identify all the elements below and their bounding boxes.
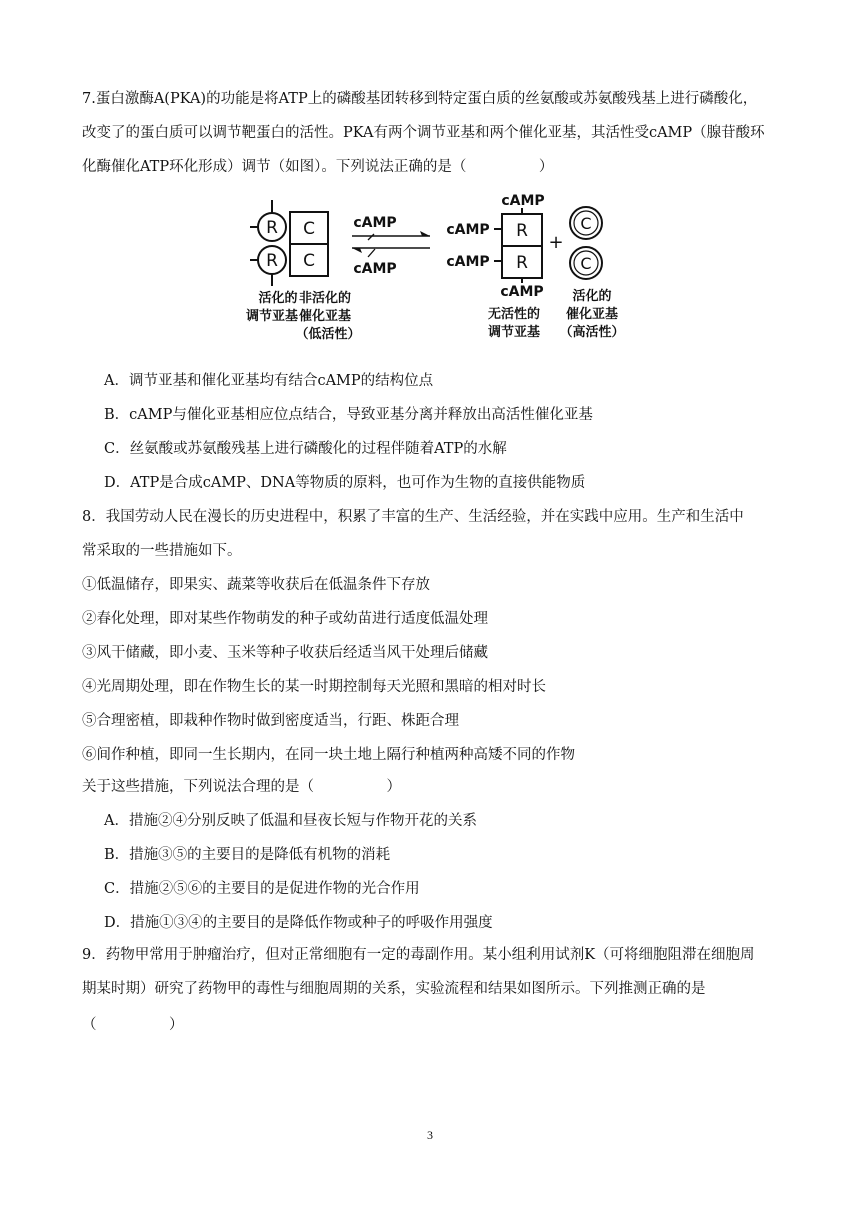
- q7-stem-line-1: 7.蛋白激酶A(PKA)的功能是将ATP上的磷酸基团转移到特定蛋白质的丝氨酸或苏氨酸残基上进行磷酸化，: [82, 91, 758, 107]
- camp-bottom-label: cAMP: [500, 284, 544, 300]
- q9-stem-line-2: 期某时期）研究了药物甲的毒性与细胞周期的关系，实验流程和结果如图所示。下列推测正确的是: [82, 981, 706, 997]
- q8-measure-3: ③风干储藏，即小麦、玉米等种子收获后经适当风干处理后储藏: [82, 645, 488, 661]
- camp-top-label: cAMP: [501, 193, 545, 209]
- c-label: C: [580, 254, 592, 273]
- catalytic-subunit-left-1: [290, 212, 328, 244]
- q8-measure-6: ⑥间作种植，即同一生长期内，在同一块土地上隔行种植两种高矮不同的作物: [82, 747, 575, 763]
- r-label: R: [516, 221, 528, 241]
- q8-option-a: A．措施②④分别反映了低温和昼夜长短与作物开花的关系: [104, 813, 477, 829]
- regulatory-subunit-left-2: [250, 246, 286, 274]
- q8-stem-line-2: 常采取的一些措施如下。: [82, 543, 242, 559]
- q9-stem-line-1: 9．药物甲常用于肿瘤治疗，但对正常细胞有一定的毒副作用。某小组利用试剂K（可将细胞阻滞在细胞周: [82, 947, 755, 963]
- camp-reverse-label: cAMP: [353, 261, 397, 277]
- right-label-2a: 活化的: [572, 289, 612, 304]
- q7-option-a: A．调节亚基和催化亚基均有结合cAMP的结构位点: [104, 373, 434, 389]
- q8-measure-4: ④光周期处理，即在作物生长的某一时期控制每天光照和黑暗的相对时长: [82, 679, 546, 695]
- r-label: R: [266, 251, 278, 271]
- c-label: C: [580, 214, 592, 233]
- right-label-1b: 调节亚基: [487, 325, 541, 340]
- q8-measure-5: ⑤合理密植，即栽种作物时做到密度适当，行距、株距合理: [82, 713, 459, 729]
- c-label: C: [303, 219, 315, 239]
- regulatory-subunit-left-1: [250, 213, 286, 241]
- q8-option-b: B．措施③⑤的主要目的是降低有机物的消耗: [104, 847, 391, 863]
- catalytic-subunit-free-2: [570, 247, 602, 279]
- q8-measure-2: ②春化处理，即对某些作物萌发的种子或幼苗进行适度低温处理: [82, 611, 488, 627]
- left-label-2b: 催化亚基: [298, 309, 352, 324]
- r-label: R: [516, 253, 528, 273]
- camp-left-1-label: cAMP: [446, 222, 490, 238]
- page-number: 3: [427, 1128, 433, 1142]
- plus-sign: +: [548, 232, 564, 253]
- q8-option-c: C．措施②⑤⑥的主要目的是促进作物的光合作用: [104, 881, 420, 897]
- catalytic-subunit-left-2: [290, 244, 328, 276]
- c-label: C: [303, 251, 315, 271]
- pka-activation-diagram: [240, 190, 630, 350]
- r-label: R: [266, 218, 278, 238]
- regulatory-subunit-right-2: [502, 246, 542, 278]
- q9-stem-line-3: （ ）: [82, 1017, 184, 1033]
- left-label-1a: 活化的: [258, 291, 298, 306]
- q8-stem-line-1: 8．我国劳动人民在漫长的历史进程中，积累了丰富的生产、生活经验，并在实践中应用。生产和生活中: [82, 509, 744, 525]
- catalytic-subunit-free-1: [570, 207, 602, 239]
- q7-stem-line-3: 化酶催化ATP环化形成）调节（如图）。下列说法正确的是（ ）: [82, 159, 554, 175]
- q8-question: 关于这些措施，下列说法合理的是（ ）: [82, 779, 401, 795]
- camp-forward-label: cAMP: [353, 215, 397, 231]
- left-label-2a: 非活化的: [298, 291, 352, 306]
- q7-stem-line-2: 改变了的蛋白质可以调节靶蛋白的活性。PKA有两个调节亚基和两个催化亚基，其活性受cAMP（腺苷酸环: [82, 125, 765, 141]
- q8-option-d: D．措施①③④的主要目的是降低作物或种子的呼吸作用强度: [104, 915, 493, 931]
- right-label-1a: 无活性的: [487, 307, 541, 322]
- right-label-2c: （高活性）: [559, 325, 625, 340]
- camp-left-2-label: cAMP: [446, 254, 490, 270]
- left-label-1b: 调节亚基: [245, 309, 299, 324]
- q7-option-c: C．丝氨酸或苏氨酸残基上进行磷酸化的过程伴随着ATP的水解: [104, 441, 507, 457]
- q7-option-d: D．ATP是合成cAMP、DNA等物质的原料，也可作为生物的直接供能物质: [104, 475, 586, 491]
- q7-option-b: B．cAMP与催化亚基相应位点结合，导致亚基分离并释放出高活性催化亚基: [104, 407, 593, 423]
- left-label-2c: （低活性）: [295, 327, 361, 342]
- regulatory-subunit-right-1: [502, 214, 542, 246]
- q8-measure-1: ①低温储存，即果实、蔬菜等收获后在低温条件下存放: [82, 577, 430, 593]
- right-label-2b: 催化亚基: [565, 307, 619, 322]
